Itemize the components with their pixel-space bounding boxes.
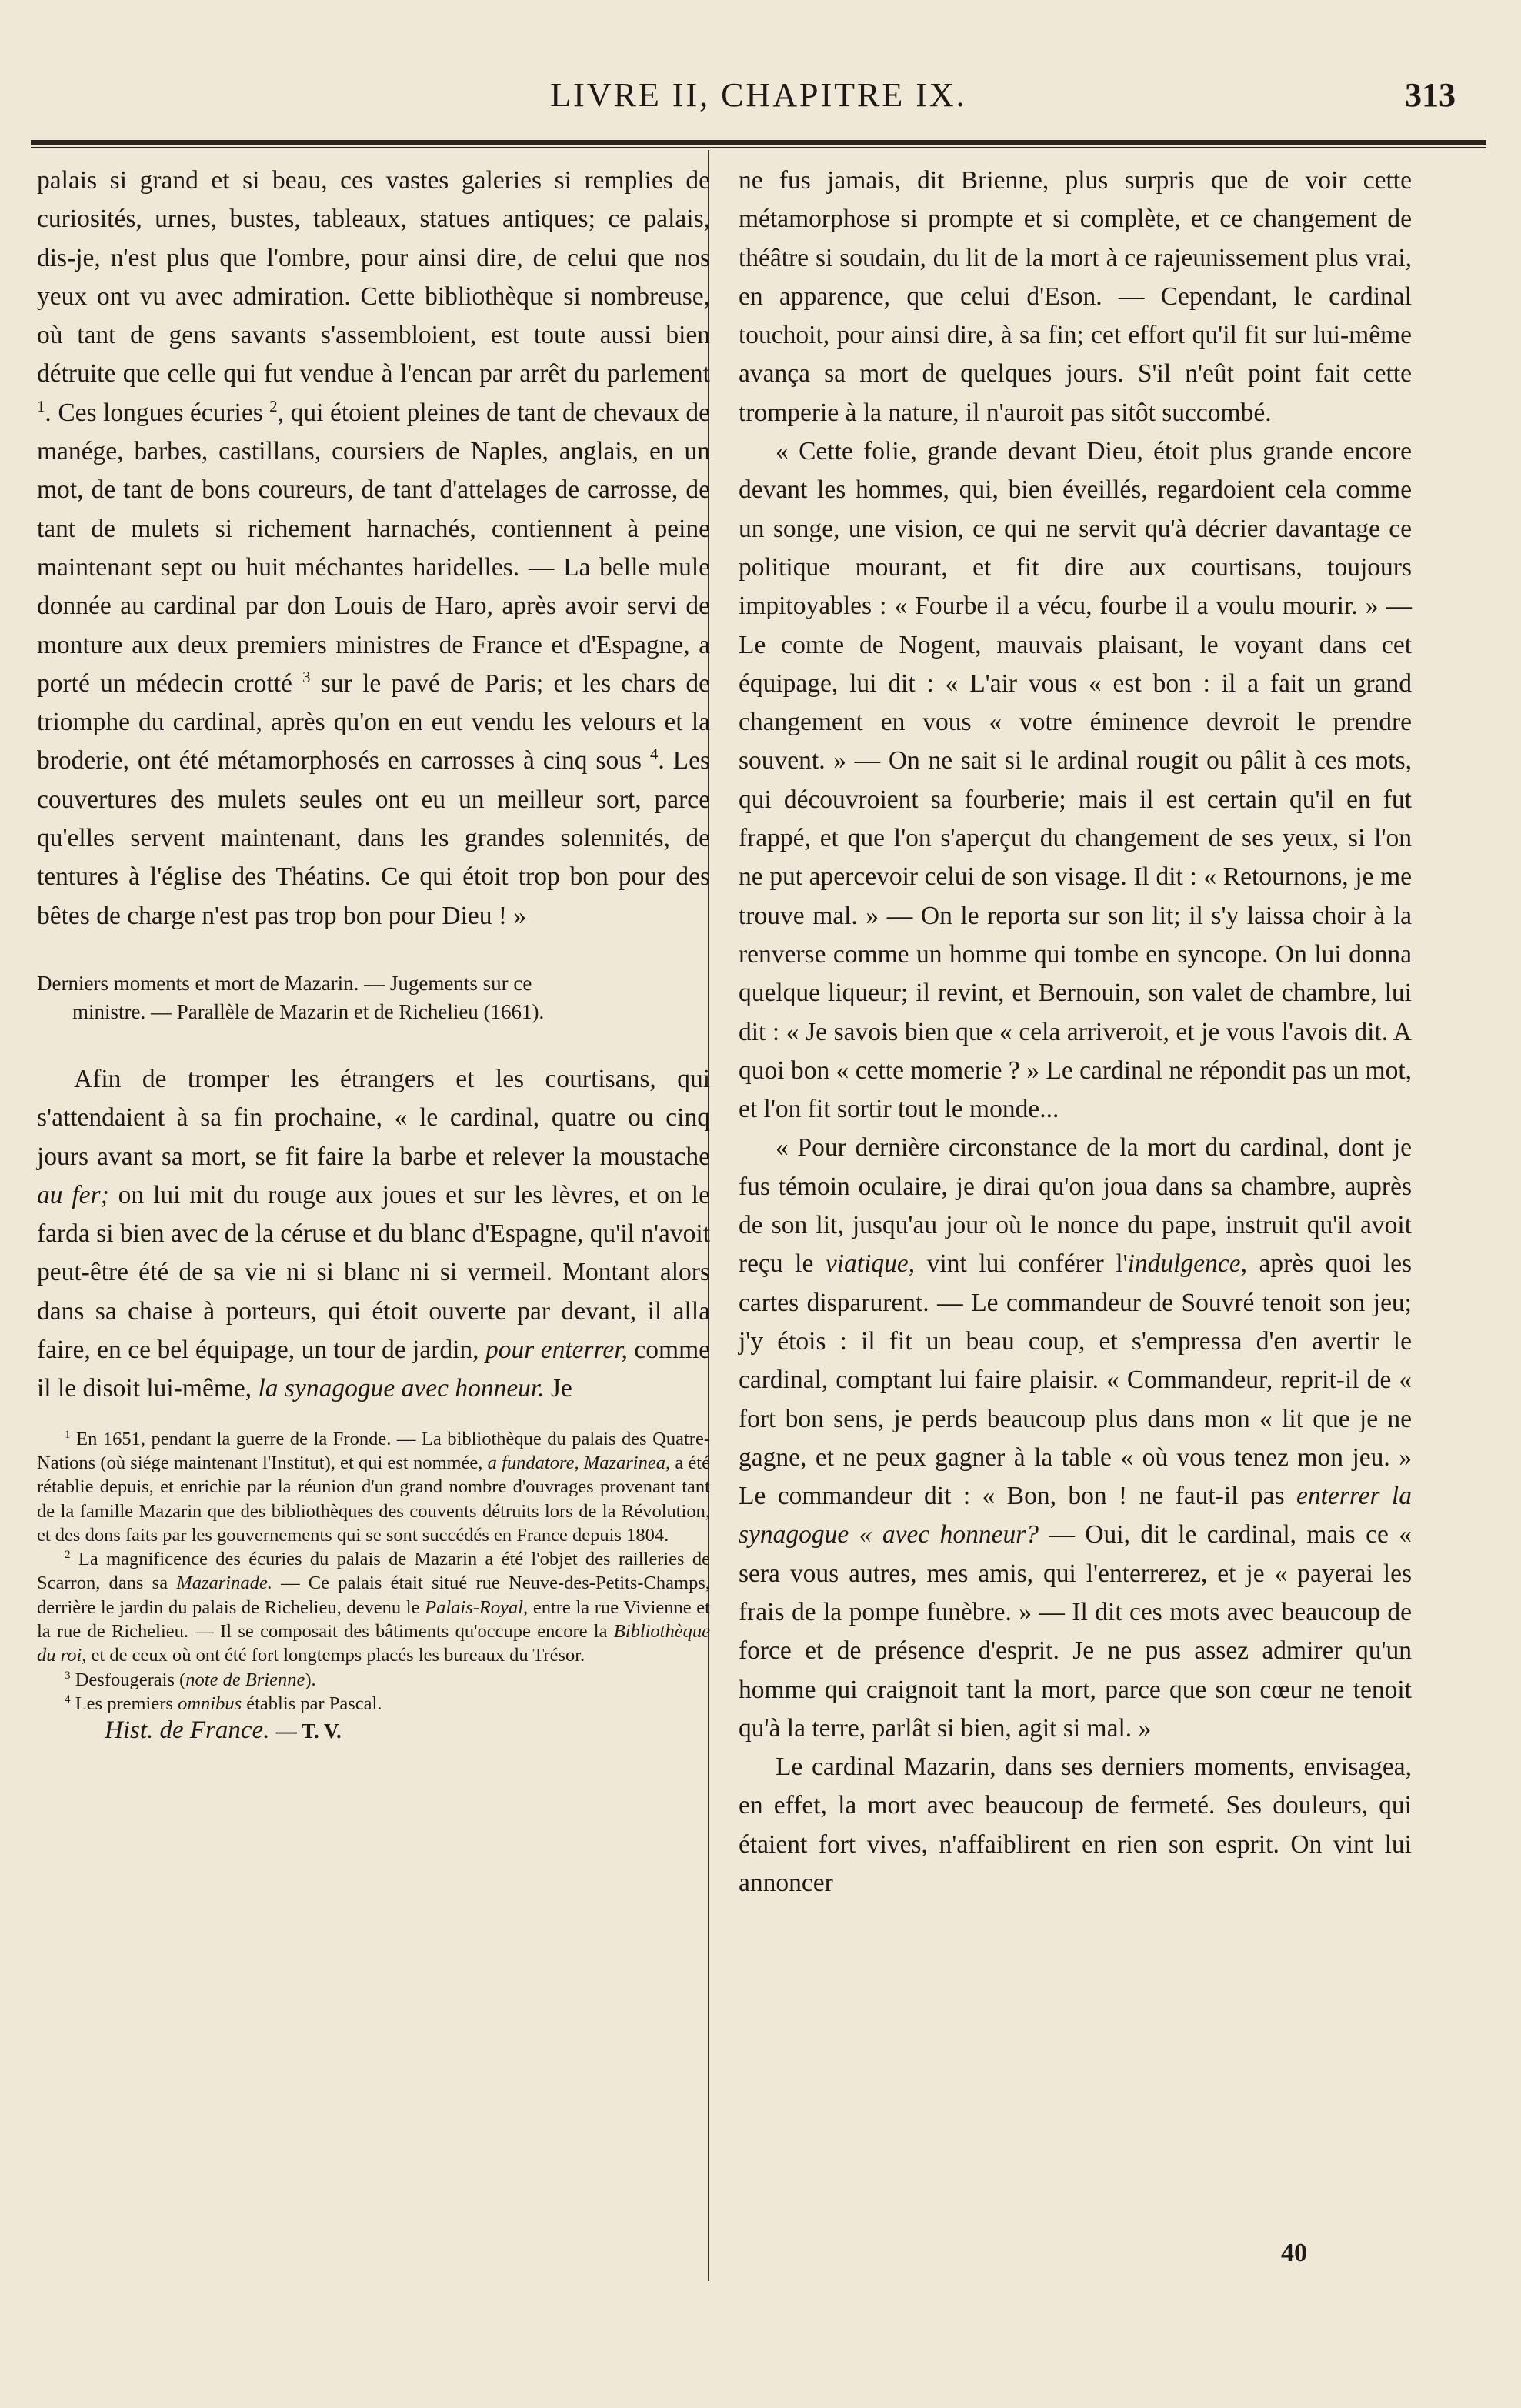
header-rule xyxy=(31,140,1486,148)
heading-line: ministre. — Parallèle de Mazarin et de Richelieu (1661). xyxy=(72,999,545,1023)
text-run: — Oui, dit le cardinal, mais ce « sera vous autres, mes amis, qui l'enterrerez, et je « payerai les frais de la pompe funèbre. » — Il dit ces mots avec beaucoup de force et de présence d'esprit. Je ne pus assez admirer qu'un homme qui craignoit tant la mort, parce que son cœur ne tenoit qu'à la terre, parlât si bien, agit si mal. » xyxy=(739,1520,1412,1743)
footnote-4 xyxy=(37,1692,710,1716)
text-run: . Ces longues écuries xyxy=(45,398,270,427)
paragraph-palais xyxy=(37,162,710,936)
right-column xyxy=(739,162,1412,1903)
text-run: « Pour dernière circonstance de la mort du cardinal, dont je fus témoin oculaire, je dirai qu'on joua dans sa chambre, auprès de son lit, jusqu'au jour où le nonce du pape, instruit qu'il avoit reçu le xyxy=(739,1133,1412,1279)
paragraph-afin xyxy=(37,1060,710,1409)
italic-run: indulgence, xyxy=(1127,1249,1247,1279)
italic-run: au fer; xyxy=(37,1180,109,1209)
italic-run: viatique, xyxy=(825,1249,916,1279)
footnote-1 xyxy=(37,1427,710,1547)
heading-line: Derniers moments et mort de Mazarin. — Jugements sur ce xyxy=(37,971,532,995)
text-run: vint lui conférer l' xyxy=(915,1249,1128,1279)
footnote-number: 1 xyxy=(65,1427,71,1441)
italic-run: a fundatore, Mazarinea, xyxy=(487,1452,671,1473)
text-run: a été rétablie depuis, et enrichie par la réunion d'un grand nombre d'ouvrages provenant tant de la famille Mazarin que des bibliothèques des couvents détruits lors de la Révolution, et des dons faits par les gouvernements qui se sont succédés en France depuis 1804. xyxy=(37,1452,710,1546)
italic-run: la synagogue avec honneur. xyxy=(258,1374,545,1403)
text-run: et de ceux où ont été fort longtemps placés les bureaux du Trésor. xyxy=(86,1645,585,1666)
volume-number: — T. V. xyxy=(275,1719,342,1743)
footnote-number: 4 xyxy=(65,1692,71,1706)
italic-run: Mazarinade. xyxy=(176,1573,272,1594)
text-run: on lui mit du rouge aux joues et sur les lèvres, et on le farda si bien avec de la céruse et du blanc d'Espagne, qu'il n'avoit peut-être été de sa vie ni si blanc ni si vermeil. Montant alors dans sa chaise à porteurs, qui étoit ouverte par devant, il alla faire, en ce bel équipage, un tour de jardin, xyxy=(37,1180,710,1365)
footnote-number: 2 xyxy=(65,1547,71,1561)
italic-run: enterrer la synagogue « avec honneur? xyxy=(739,1482,1412,1549)
footnote-ref-2: 2 xyxy=(269,397,278,415)
text-run: comme il le disoit lui-même, xyxy=(37,1336,710,1403)
italic-run: note de Brienne xyxy=(185,1669,305,1690)
volume-signature xyxy=(37,1716,710,1745)
italic-run: Bibliothèque du roi, xyxy=(37,1620,710,1666)
text-run: La magnificence des écuries du palais de Mazarin a été l'objet des railleries de Scarron, dans sa xyxy=(37,1549,710,1594)
left-column xyxy=(37,162,710,1743)
paragraph-folie: « Cette folie, grande devant Dieu, étoit plus grande encore devant les hommes, qui, bien éveillés, regardoient cela comme un songe, une vision, ce qui ne servit qu'à décrier davantage ce politique mourant, et fit dire aux courtisans, toujours impitoyables : « Fourbe il a vécu, fourbe il a voulu mourir. » — Le comte de Nogent, mauvais plaisant, le voyant dans cet équipage, lui dit : « L'air vous « est bon : il a fait un grand changement en vous « votre éminence devroit le prendre souvent. » — On ne sait si le ardinal rougit ou pâlit à ces mots, qui découvroient sa fourberie; mais il est certain qu'il en fut frappé, et que l'on s'aperçut du changement de ses yeux, si l'on ne put apercevoir celui de son visage. Il dit : « Retournons, je me trouve mal. » — On le reporta sur son lit; il s'y laissa choir à la renverse comme un homme qui tombe en syncope. On lui donna quelque liqueur; il revint, et Bernouin, son valet de chambre, lui dit : « Je savois bien que « cela arriveroit, et je vous l'avois dit. A quoi bon « cette momerie ? » Le cardinal ne répondit pas un mot, et l'on fit sortir tout le monde... xyxy=(739,437,1412,1124)
footnote-3 xyxy=(37,1668,710,1692)
page-number: 313 xyxy=(1405,76,1456,114)
chapter-title: LIVRE II, CHAPITRE IX. xyxy=(550,76,967,114)
text-run: En 1651, pendant la guerre de la Fronde. — La bibliothèque du palais des Quatre-Nations (où siége maintenant l'Institut), et qui est nommée, xyxy=(37,1428,710,1473)
footnote-number: 3 xyxy=(65,1668,71,1682)
paragraph-brienne: ne fus jamais, dit Brienne, plus surpris que de voir cette métamorphose si prompte et si complète, et ce changement de théâtre si soudain, du lit de la mort à ce rajeunissement plus vrai, en apparence, que celui d'Eson. — Cependant, le cardinal touchoit, pour ainsi dire, à sa fin; cet effort qu'il fit sur lui-même avança sa mort de quelques jours. S'il n'eût point fait cette tromperie à la nature, il n'auroit pas sitôt succombé. xyxy=(739,166,1412,427)
text-run: . Les couvertures des mulets seules ont eu un meilleur sort, parce qu'elles servent maintenant, dans les grandes solennités, de tentures à l'église des Théatins. Ce qui étoit trop bon pour des bêtes de charge n'est pas trop bon pour Dieu ! » xyxy=(37,746,710,930)
footnote-ref-4: 4 xyxy=(649,745,659,764)
footnotes xyxy=(37,1427,710,1744)
italic-run: omnibus xyxy=(178,1693,242,1714)
text-run: sur le pavé de Paris; et les chars de triomphe du cardinal, après qu'on en eut vendu les velours et la broderie, ont été métamorphosés en carrosses à cinq sous xyxy=(37,669,711,775)
running-header xyxy=(31,69,1486,131)
text-run: après quoi les cartes disparurent. — Le commandeur de Souvré tenoit son jeu; j'y étois : il fit un beau coup, et s'empressa d'en avertir le cardinal, comptant lui faire plaisir. « Commandeur, reprit-il de « fort bon sens, je perds beaucoup plus dans mon « lit que je ne gagne, et ne peux gagner à la table « où vous tenez mon jeu. » Le commandeur dit : « Bon, bon ! ne faut-il pas xyxy=(739,1249,1412,1511)
text-run: Les premiers xyxy=(70,1693,178,1714)
section-heading xyxy=(37,969,710,1026)
text-run: établis par Pascal. xyxy=(242,1693,382,1714)
text-run: entre la rue Vivienne et la rue de Richelieu. — Il se composait des bâtiments qu'occupe encore la xyxy=(37,1596,710,1642)
text-run: palais si grand et si beau, ces vastes galeries si remplies de curiosités, urnes, bustes, tableaux, statues antiques; ce palais, dis-je, n'est plus que l'ombre, pour ainsi dire, de celui que nos yeux ont vu avec admiration. Cette bibliothèque si nombreuse, où tant de gens savants s'assembloient, est toute aussi bien détruite que celle qui fut vendue à l'encan par arrêt du parlement xyxy=(37,166,710,389)
text-run: ). xyxy=(305,1669,316,1690)
footnote-2 xyxy=(37,1547,710,1667)
signature-mark: 40 xyxy=(1281,2239,1307,2267)
footnote-ref-3: 3 xyxy=(302,668,311,686)
volume-title: Hist. de France. xyxy=(105,1716,270,1745)
text-run: Desfougerais ( xyxy=(70,1669,186,1690)
text-run: Je xyxy=(544,1374,572,1403)
italic-run: pour enterrer, xyxy=(485,1336,628,1365)
footnote-ref-1: 1 xyxy=(37,397,45,415)
text-run: — Ce palais était situé rue Neuve-des-Petits-Champs, derrière le jardin du palais de Richelieu, devenu le xyxy=(37,1573,710,1618)
paragraph-circonstance xyxy=(739,1129,1412,1748)
paragraph-mazarin: Le cardinal Mazarin, dans ses derniers moments, envisagea, en effet, la mort avec beaucoup de fermeté. Ses douleurs, qui étaient fort vives, n'affaiblirent en rien son esprit. On vint lui annoncer xyxy=(739,1753,1412,1898)
italic-run: Palais-Royal, xyxy=(425,1596,529,1618)
text-run: Afin de tromper les étrangers et les courtisans, qui s'attendaient à sa fin prochaine, « le cardinal, quatre ou cinq jours avant sa mort, se fit faire la barbe et relever la moustache xyxy=(37,1064,710,1171)
text-run: , qui étoient pleines de tant de chevaux de manége, barbes, castillans, coursiers de Naples, anglais, en un mot, de tant de bons coureurs, de tant d'attelages de carrosse, de tant de mulets si richement harnachés, contiennent à peine maintenant sept ou huit méchantes haridelles. — La belle mule donnée au cardinal par don Louis de Haro, après avoir servi de monture aux deux premiers ministres de France et d'Espagne, a porté un médecin crotté xyxy=(37,398,710,698)
